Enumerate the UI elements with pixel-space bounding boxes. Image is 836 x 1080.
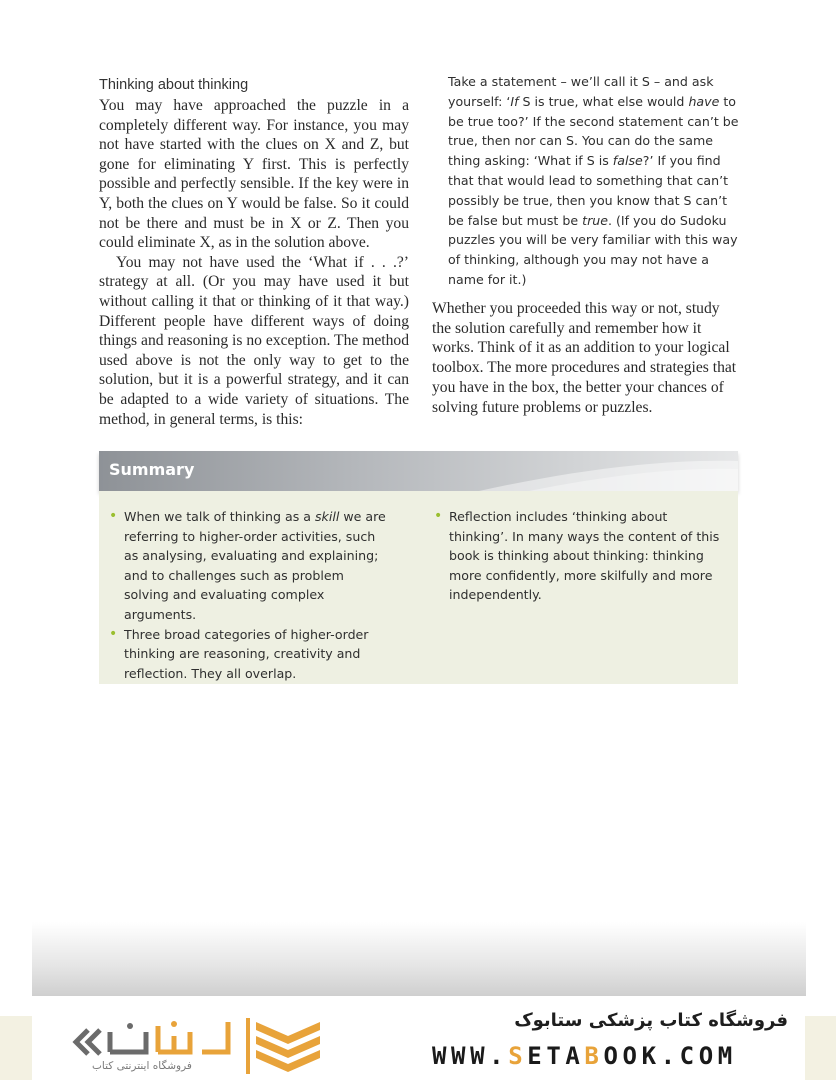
list-item: • Reflection includes ‘thinking about thinking’. In many ways the content of this book is thinking about thinking: thinking more confidently, more skilfully and more independently. — [432, 507, 722, 605]
list-item: • Three broad categories of higher-order thinking are reasoning, creativity and reflection. They all overlap. — [107, 625, 387, 684]
summary-header — [99, 451, 738, 491]
method-description-box — [436, 72, 741, 290]
chevron-logo-icon — [244, 1016, 326, 1076]
footer-edge-left — [0, 1016, 32, 1080]
store-name: فروشگاه کتاب پزشکی ستابوک — [514, 1010, 788, 1031]
body-paragraph-3: Whether you proceeded this way or not, study the solution carefully and remember how it works. Think of it as an addition to your logical toolbox. The more procedures and strategies that you have in the box, the better your chances of solving future problems or puzzles. — [432, 300, 737, 416]
logo-tagline: فروشگاه اینترنتی کتاب — [92, 1060, 192, 1072]
store-url[interactable]: WWW.SETABOOK.COM — [432, 1042, 737, 1070]
summary-list-right — [432, 507, 722, 605]
method-description: Take a statement – we’ll call it S – and ask yourself: ‘If S is true, what else would have to be true too?’ If the second statement can’t be true, then nor can S. You can do the same thing asking: ‘What if S is false?’ If you find that that would lead to something that can’t possibly be true, then you know that S can’t be false but must be true. (If you do Sudoku puzzles you will be very familiar with this way of thinking, although you may not have a name for it.) — [448, 74, 739, 287]
footer-edge-right — [805, 1016, 836, 1080]
summary-box — [99, 491, 738, 684]
list-item: • When we talk of thinking as a skill we are referring to higher-order activities, such as analysing, evaluating and explaining; and to challenges such as problem solving and evaluating complex arguments. — [107, 507, 387, 625]
summary-title: Summary — [109, 460, 195, 479]
page-bottom-shadow — [32, 922, 806, 996]
body-paragraph-2: You may not have used the ‘What if . . .?’ strategy at all. (Or you may have used it but without calling it that or thinking of it that way.) Different people have different ways of doing things and reasoning is no exception. The method used above is not the only way to get to the solution, but it is a powerful strategy, and it can be adapted to a wide variety of situations. The method, in general terms, is this: — [99, 253, 409, 428]
header-swoosh — [99, 451, 738, 491]
left-column — [99, 76, 409, 429]
summary-list-left — [107, 507, 387, 683]
section-heading: Thinking about thinking — [99, 77, 249, 93]
body-paragraph-1: You may have approached the puzzle in a completely different way. For instance, you may not have started with the clues on X and Z, but gone for eliminating Y first. This is perfectly possible and perfectly sensible. If the key were in Y, both the clues on Y would be false. So it could not be there and must be in X or Z. Then you could eliminate X, as in the solution above. — [99, 97, 409, 252]
svg-text:ستابوک: ستابوک — [66, 1008, 70, 1009]
